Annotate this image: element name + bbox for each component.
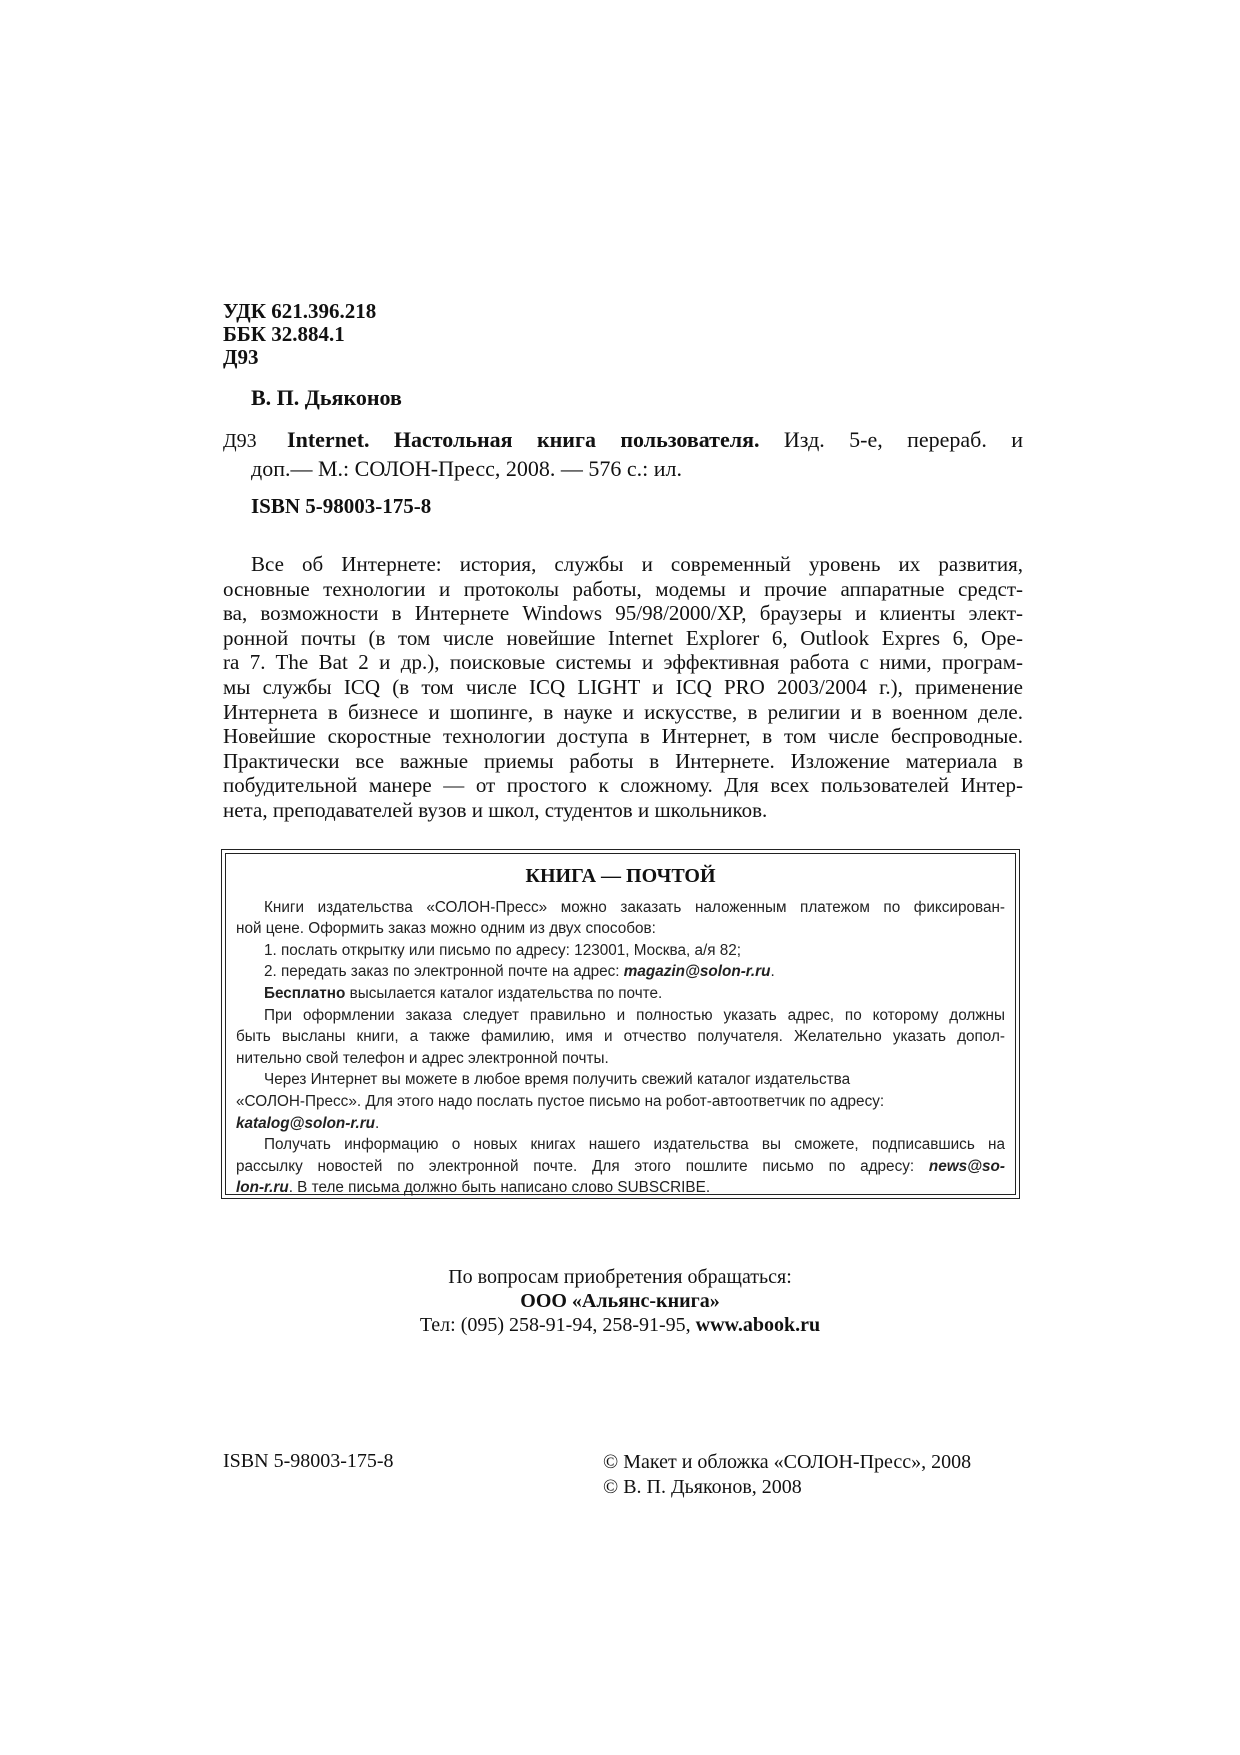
mail-order-box [221,849,1020,1199]
free-catalog-text: высылается каталог издательства по почте. [345,984,663,1002]
contact-company: ООО «Альянс-книга» [520,1290,720,1312]
news-line-end [236,1177,1005,1199]
abstract-line: ва, возможности в Интернете Windows 95/98/2000/XP, браузеры и клиенты элект- [223,601,1023,626]
mail-order-text-line: быть высланы книги, а также фамилию, имя и отчество получателя. Желательно указать допол- [236,1028,1005,1046]
catalog-email-link[interactable]: katalog@solon-r.ru [236,1114,376,1132]
news-email-link-part2[interactable]: lon-r.ru [236,1179,289,1197]
author-name: В. П. Дьяконов [251,385,402,410]
copyright-layout: © Макет и обложка «СОЛОН-Пресс», 2008 [603,1451,972,1473]
mail-order-text-line: нительно свой телефон и адрес электронной почты. [236,1049,609,1067]
abstract-line: ронной почты (в том числе новейшие Internet Explorer 6, Outlook Expres 6, Ope- [223,625,1023,650]
bibliographic-record [223,426,1023,482]
abstract-line: мы службы ICQ (в том числе ICQ LIGHT и ICQ PRO 2003/2004 г.), применение [223,674,1023,699]
edition-info: Изд. 5-е, перераб. и [783,427,1024,452]
news-line-text: рассылку новостей по электронной почте. Для этого пошлите письмо по адресу: [236,1157,929,1175]
purchase-contact [0,1265,1240,1337]
contact-phone-line [0,1313,1240,1337]
mail-order-text-line: Получать информацию о новых книгах нашего издательства вы сможете, подписавшись на [264,1136,1005,1154]
copyright-block [603,1450,971,1500]
news-email-link-part1[interactable]: news@so- [928,1157,1005,1175]
author-mark-code: Д93 [223,345,259,369]
contact-intro: По вопросам приобретения обращаться: [448,1266,792,1288]
mail-order-text-line: При оформлении заказа следует правильно и полностью указать адрес, по которому должны [264,1006,1005,1024]
bibliographic-line-2: доп.— М.: СОЛОН-Пресс, 2008. — 576 с.: ил. [251,456,682,481]
mail-order-title: КНИГА — ПОЧТОЙ [525,865,716,887]
free-label: Бесплатно [264,984,346,1002]
abstract-line: Интернета в бизнесе и шопинге, в науке и искусстве, в религии и в военном деле. [223,699,1023,724]
abstract-line: основные технологии и протоколы работы, модемы и прочие аппаратные средст- [223,576,1023,601]
abstract [223,552,1023,823]
contact-phone: Тел: (095) 258-91-94, 258-91-95, [419,1314,696,1336]
order-method-2 [236,961,1005,983]
udk-code: УДК 621.396.218 [223,299,377,323]
copyright-author: © В. П. Дьяконов, 2008 [603,1476,802,1498]
mail-order-text-line: Книги издательства «СОЛОН-Пресс» можно заказать наложенным платежом по фиксирован- [264,898,1005,916]
classification-block [223,300,376,369]
isbn-top: ISBN 5-98003-175-8 [251,494,432,518]
catalog-email-line [236,1113,1005,1135]
free-catalog-line [236,983,1005,1005]
abstract-line: Новейшие скоростные технологии доступа в Интернет, в том числе беспроводные. [223,724,1023,749]
bbk-code: ББК 32.884.1 [223,322,345,346]
abstract-line: нета, преподавателей вузов и школ, студентов и школьников. [223,797,768,822]
abstract-line: побудительной манере — от простого к сложному. Для всех пользователей Интер- [223,773,1023,798]
abstract-line: ra 7. The Bat 2 и др.), поисковые системы и эффективная работа с ними, програм- [223,650,1023,675]
bibliographic-line-1 [223,426,1023,455]
subscribe-text: . В теле письма должно быть написано слово SUBSCRIBE. [288,1179,711,1197]
order-email-link[interactable]: magazin@solon-r.ru [623,963,771,981]
mail-order-text-line: ной цене. Оформить заказ можно одним из двух способов: [236,920,656,938]
mail-order-text-line: Через Интернет вы можете в любое время получить свежий каталог издательства [264,1071,851,1089]
news-line [236,1156,1005,1178]
order-method-1: 1. послать открытку или письмо по адресу: 123001, Москва, а/я 82; [264,941,742,959]
contact-website-link[interactable]: www.abook.ru [695,1314,821,1336]
catalog-email-suffix: . [375,1114,380,1132]
book-title: Internet. Настольная книга пользователя. [287,427,760,452]
order-method-2-suffix: . [770,963,775,981]
isbn-bottom: ISBN 5-98003-175-8 [223,1450,394,1472]
abstract-line: Все об Интернете: история, службы и современный уровень их развития, [251,552,1023,576]
bibliographic-code: Д93 [223,430,257,452]
abstract-line: Практически все важные приемы работы в Интернете. Изложение материала в [223,748,1023,773]
mail-order-inner [225,853,1016,1195]
mail-order-text-line: «СОЛОН-Пресс». Для этого надо послать пустое письмо на робот-автоответчик по адресу: [236,1092,885,1110]
order-method-2-text: 2. передать заказ по электронной почте на адрес: [264,963,624,981]
